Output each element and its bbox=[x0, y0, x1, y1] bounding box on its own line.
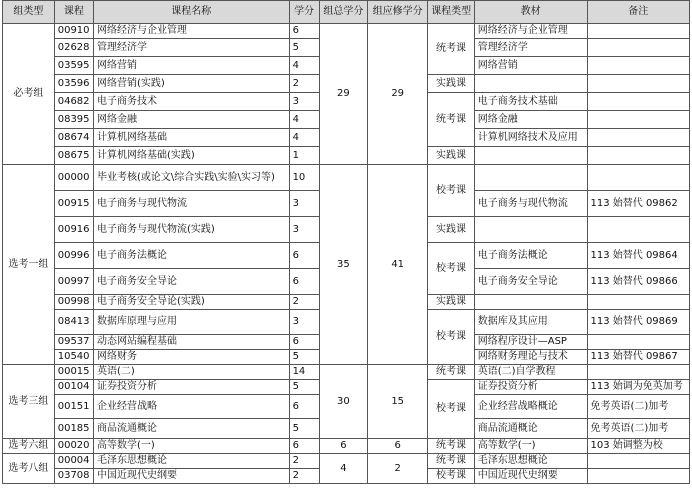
group-total-credit: 35 bbox=[319, 165, 368, 365]
table-row bbox=[3, 24, 690, 39]
course-credit: 3 bbox=[289, 191, 319, 217]
group-total-credit: 4 bbox=[319, 454, 368, 484]
group-required-credit: 2 bbox=[368, 454, 428, 484]
note bbox=[587, 75, 690, 93]
textbook bbox=[474, 75, 587, 93]
note: 103 始调整为校 bbox=[587, 439, 690, 454]
note: 113 始替代 09867 bbox=[587, 350, 690, 365]
note: 113 始替代 09869 bbox=[587, 310, 690, 335]
header-group-required: 组应修学分 bbox=[368, 1, 428, 24]
note bbox=[587, 111, 690, 129]
textbook: 电子商务技术基础 bbox=[474, 93, 587, 111]
course-name: 动态网站编程基础 bbox=[94, 335, 290, 350]
course-name: 毛泽东思想概论 bbox=[94, 454, 290, 469]
note: 免考英语(二)加考 bbox=[587, 395, 690, 419]
textbook: 英语(二)自学教程 bbox=[474, 365, 587, 380]
group-name: 选考三组 bbox=[3, 365, 55, 439]
textbook: 中国近现代史纲要 bbox=[474, 469, 587, 484]
textbook: 电子商务安全导论 bbox=[474, 269, 587, 295]
note: 113 始替代 09864 bbox=[587, 243, 690, 269]
textbook: 商品流通概论 bbox=[474, 419, 587, 439]
course-name: 电子商务技术 bbox=[94, 93, 290, 111]
course-credit: 3 bbox=[289, 310, 319, 335]
course-code: 00000 bbox=[54, 165, 93, 191]
course-type: 实践课 bbox=[428, 75, 475, 93]
course-name: 管理经济学 bbox=[94, 39, 290, 57]
course-code: 00104 bbox=[54, 380, 93, 395]
note: 113 始替代 09866 bbox=[587, 269, 690, 295]
course-credit: 5 bbox=[289, 350, 319, 365]
group-total-credit: 6 bbox=[319, 439, 368, 454]
course-name: 网络营销(实践) bbox=[94, 75, 290, 93]
group-name: 选考一组 bbox=[3, 165, 55, 365]
note bbox=[587, 365, 690, 380]
course-credit: 14 bbox=[289, 365, 319, 380]
course-code: 03595 bbox=[54, 57, 93, 75]
header-group-total: 组总学分 bbox=[319, 1, 368, 24]
table-row bbox=[3, 365, 690, 380]
note bbox=[587, 57, 690, 75]
group-name: 选考八组 bbox=[3, 454, 55, 484]
course-type: 实践课 bbox=[428, 295, 475, 310]
course-credit: 2 bbox=[289, 75, 319, 93]
course-name: 英语(二) bbox=[94, 365, 290, 380]
textbook: 电子商务与现代物流 bbox=[474, 191, 587, 217]
course-credit: 2 bbox=[289, 454, 319, 469]
group-name: 必考组 bbox=[3, 24, 55, 165]
header-row bbox=[3, 1, 690, 24]
course-code: 00910 bbox=[54, 24, 93, 39]
course-code: 00998 bbox=[54, 295, 93, 310]
course-name: 电子商务安全导论(实践) bbox=[94, 295, 290, 310]
course-type: 实践课 bbox=[428, 147, 475, 165]
note: 113 始调为免英加考 bbox=[587, 380, 690, 395]
note bbox=[587, 147, 690, 165]
textbook: 网络财务理论与技术 bbox=[474, 350, 587, 365]
group-name: 选考六组 bbox=[3, 439, 55, 454]
course-code: 08413 bbox=[54, 310, 93, 335]
course-name: 电子商务与现代物流 bbox=[94, 191, 290, 217]
textbook: 网络程序设计—ASP bbox=[474, 335, 587, 350]
course-name: 数据库原理与应用 bbox=[94, 310, 290, 335]
course-code: 00916 bbox=[54, 217, 93, 243]
course-code: 02628 bbox=[54, 39, 93, 57]
course-type: 统考课 bbox=[428, 93, 475, 147]
course-type: 校考课 bbox=[428, 469, 475, 484]
course-code: 04682 bbox=[54, 93, 93, 111]
textbook: 毛泽东思想概论 bbox=[474, 454, 587, 469]
note bbox=[587, 93, 690, 111]
course-name: 计算机网络基础 bbox=[94, 129, 290, 147]
course-type: 统考课 bbox=[428, 454, 475, 469]
textbook: 高等数学(一) bbox=[474, 439, 587, 454]
group-required-credit: 41 bbox=[368, 165, 428, 365]
group-required-credit: 15 bbox=[368, 365, 428, 439]
course-credit: 5 bbox=[289, 419, 319, 439]
course-type: 统考课 bbox=[428, 365, 475, 380]
course-type: 校考课 bbox=[428, 243, 475, 295]
course-credit: 4 bbox=[289, 57, 319, 75]
note bbox=[587, 24, 690, 39]
course-name: 网络营销 bbox=[94, 57, 290, 75]
course-credit: 6 bbox=[289, 439, 319, 454]
group-total-credit: 30 bbox=[319, 365, 368, 439]
course-name: 电子商务安全导论 bbox=[94, 269, 290, 295]
course-code: 00997 bbox=[54, 269, 93, 295]
table-row bbox=[3, 439, 690, 454]
note bbox=[587, 335, 690, 350]
course-type: 校考课 bbox=[428, 310, 475, 365]
course-type: 统考课 bbox=[428, 24, 475, 75]
textbook: 网络金融 bbox=[474, 111, 587, 129]
course-code: 10540 bbox=[54, 350, 93, 365]
header-textbook: 教材 bbox=[474, 1, 587, 24]
course-code: 09537 bbox=[54, 335, 93, 350]
course-credit: 1 bbox=[289, 147, 319, 165]
course-credit: 5 bbox=[289, 39, 319, 57]
course-code: 00996 bbox=[54, 243, 93, 269]
note bbox=[587, 469, 690, 484]
course-name: 中国近现代史纲要 bbox=[94, 469, 290, 484]
course-type: 实践课 bbox=[428, 217, 475, 243]
header-note: 备注 bbox=[587, 1, 690, 24]
textbook: 电子商务法概论 bbox=[474, 243, 587, 269]
note bbox=[587, 165, 690, 191]
header-group-type: 组类型 bbox=[3, 1, 55, 24]
header-course-code: 课程 bbox=[54, 1, 93, 24]
note: 免考英语(二)加考 bbox=[587, 419, 690, 439]
course-plan-table bbox=[2, 0, 690, 484]
course-credit: 6 bbox=[289, 243, 319, 269]
note bbox=[587, 295, 690, 310]
course-code: 00004 bbox=[54, 454, 93, 469]
course-code: 03708 bbox=[54, 469, 93, 484]
course-name: 计算机网络基础(实践) bbox=[94, 147, 290, 165]
course-credit: 4 bbox=[289, 111, 319, 129]
note bbox=[587, 129, 690, 147]
textbook: 证券投资分析 bbox=[474, 380, 587, 395]
course-credit: 6 bbox=[289, 335, 319, 350]
course-name: 电子商务与现代物流(实践) bbox=[94, 217, 290, 243]
note bbox=[587, 217, 690, 243]
note bbox=[587, 454, 690, 469]
textbook bbox=[474, 217, 587, 243]
course-code: 00185 bbox=[54, 419, 93, 439]
textbook: 网络营销 bbox=[474, 57, 587, 75]
textbook bbox=[474, 147, 587, 165]
header-course-name: 课程名称 bbox=[94, 1, 290, 24]
course-name: 企业经营战略 bbox=[94, 395, 290, 419]
table-row bbox=[3, 454, 690, 469]
header-course-type: 课程类型 bbox=[428, 1, 475, 24]
course-name: 网络财务 bbox=[94, 350, 290, 365]
course-name: 证券投资分析 bbox=[94, 380, 290, 395]
course-credit: 5 bbox=[289, 380, 319, 395]
course-type: 校考课 bbox=[428, 165, 475, 217]
course-code: 08674 bbox=[54, 129, 93, 147]
header-credit: 学分 bbox=[289, 1, 319, 24]
course-name: 商品流通概论 bbox=[94, 419, 290, 439]
group-total-credit: 29 bbox=[319, 24, 368, 165]
course-credit: 6 bbox=[289, 395, 319, 419]
course-credit: 2 bbox=[289, 469, 319, 484]
course-code: 08395 bbox=[54, 111, 93, 129]
course-code: 00015 bbox=[54, 365, 93, 380]
textbook: 管理经济学 bbox=[474, 39, 587, 57]
textbook: 网络经济与企业管理 bbox=[474, 24, 587, 39]
course-code: 03596 bbox=[54, 75, 93, 93]
group-required-credit: 6 bbox=[368, 439, 428, 454]
course-credit: 6 bbox=[289, 269, 319, 295]
textbook: 计算机网络技术及应用 bbox=[474, 129, 587, 147]
textbook bbox=[474, 165, 587, 191]
course-name: 高等数学(一) bbox=[94, 439, 290, 454]
course-type: 校考课 bbox=[428, 380, 475, 439]
table-row bbox=[3, 165, 690, 191]
course-credit: 2 bbox=[289, 295, 319, 310]
course-code: 00915 bbox=[54, 191, 93, 217]
course-name: 电子商务法概论 bbox=[94, 243, 290, 269]
course-credit: 3 bbox=[289, 93, 319, 111]
textbook: 数据库及其应用 bbox=[474, 310, 587, 335]
note bbox=[587, 39, 690, 57]
course-name: 网络金融 bbox=[94, 111, 290, 129]
textbook: 企业经营战略概论 bbox=[474, 395, 587, 419]
course-credit: 4 bbox=[289, 129, 319, 147]
course-credit: 3 bbox=[289, 217, 319, 243]
course-name: 网络经济与企业管理 bbox=[94, 24, 290, 39]
course-credit: 10 bbox=[289, 165, 319, 191]
course-code: 08675 bbox=[54, 147, 93, 165]
course-name: 毕业考核(或论文\综合实践\实验\实习等) bbox=[94, 165, 290, 191]
course-type: 统考课 bbox=[428, 439, 475, 454]
course-code: 00020 bbox=[54, 439, 93, 454]
group-required-credit: 29 bbox=[368, 24, 428, 165]
course-code: 00151 bbox=[54, 395, 93, 419]
course-credit: 6 bbox=[289, 24, 319, 39]
textbook bbox=[474, 295, 587, 310]
note: 113 始替代 09862 bbox=[587, 191, 690, 217]
